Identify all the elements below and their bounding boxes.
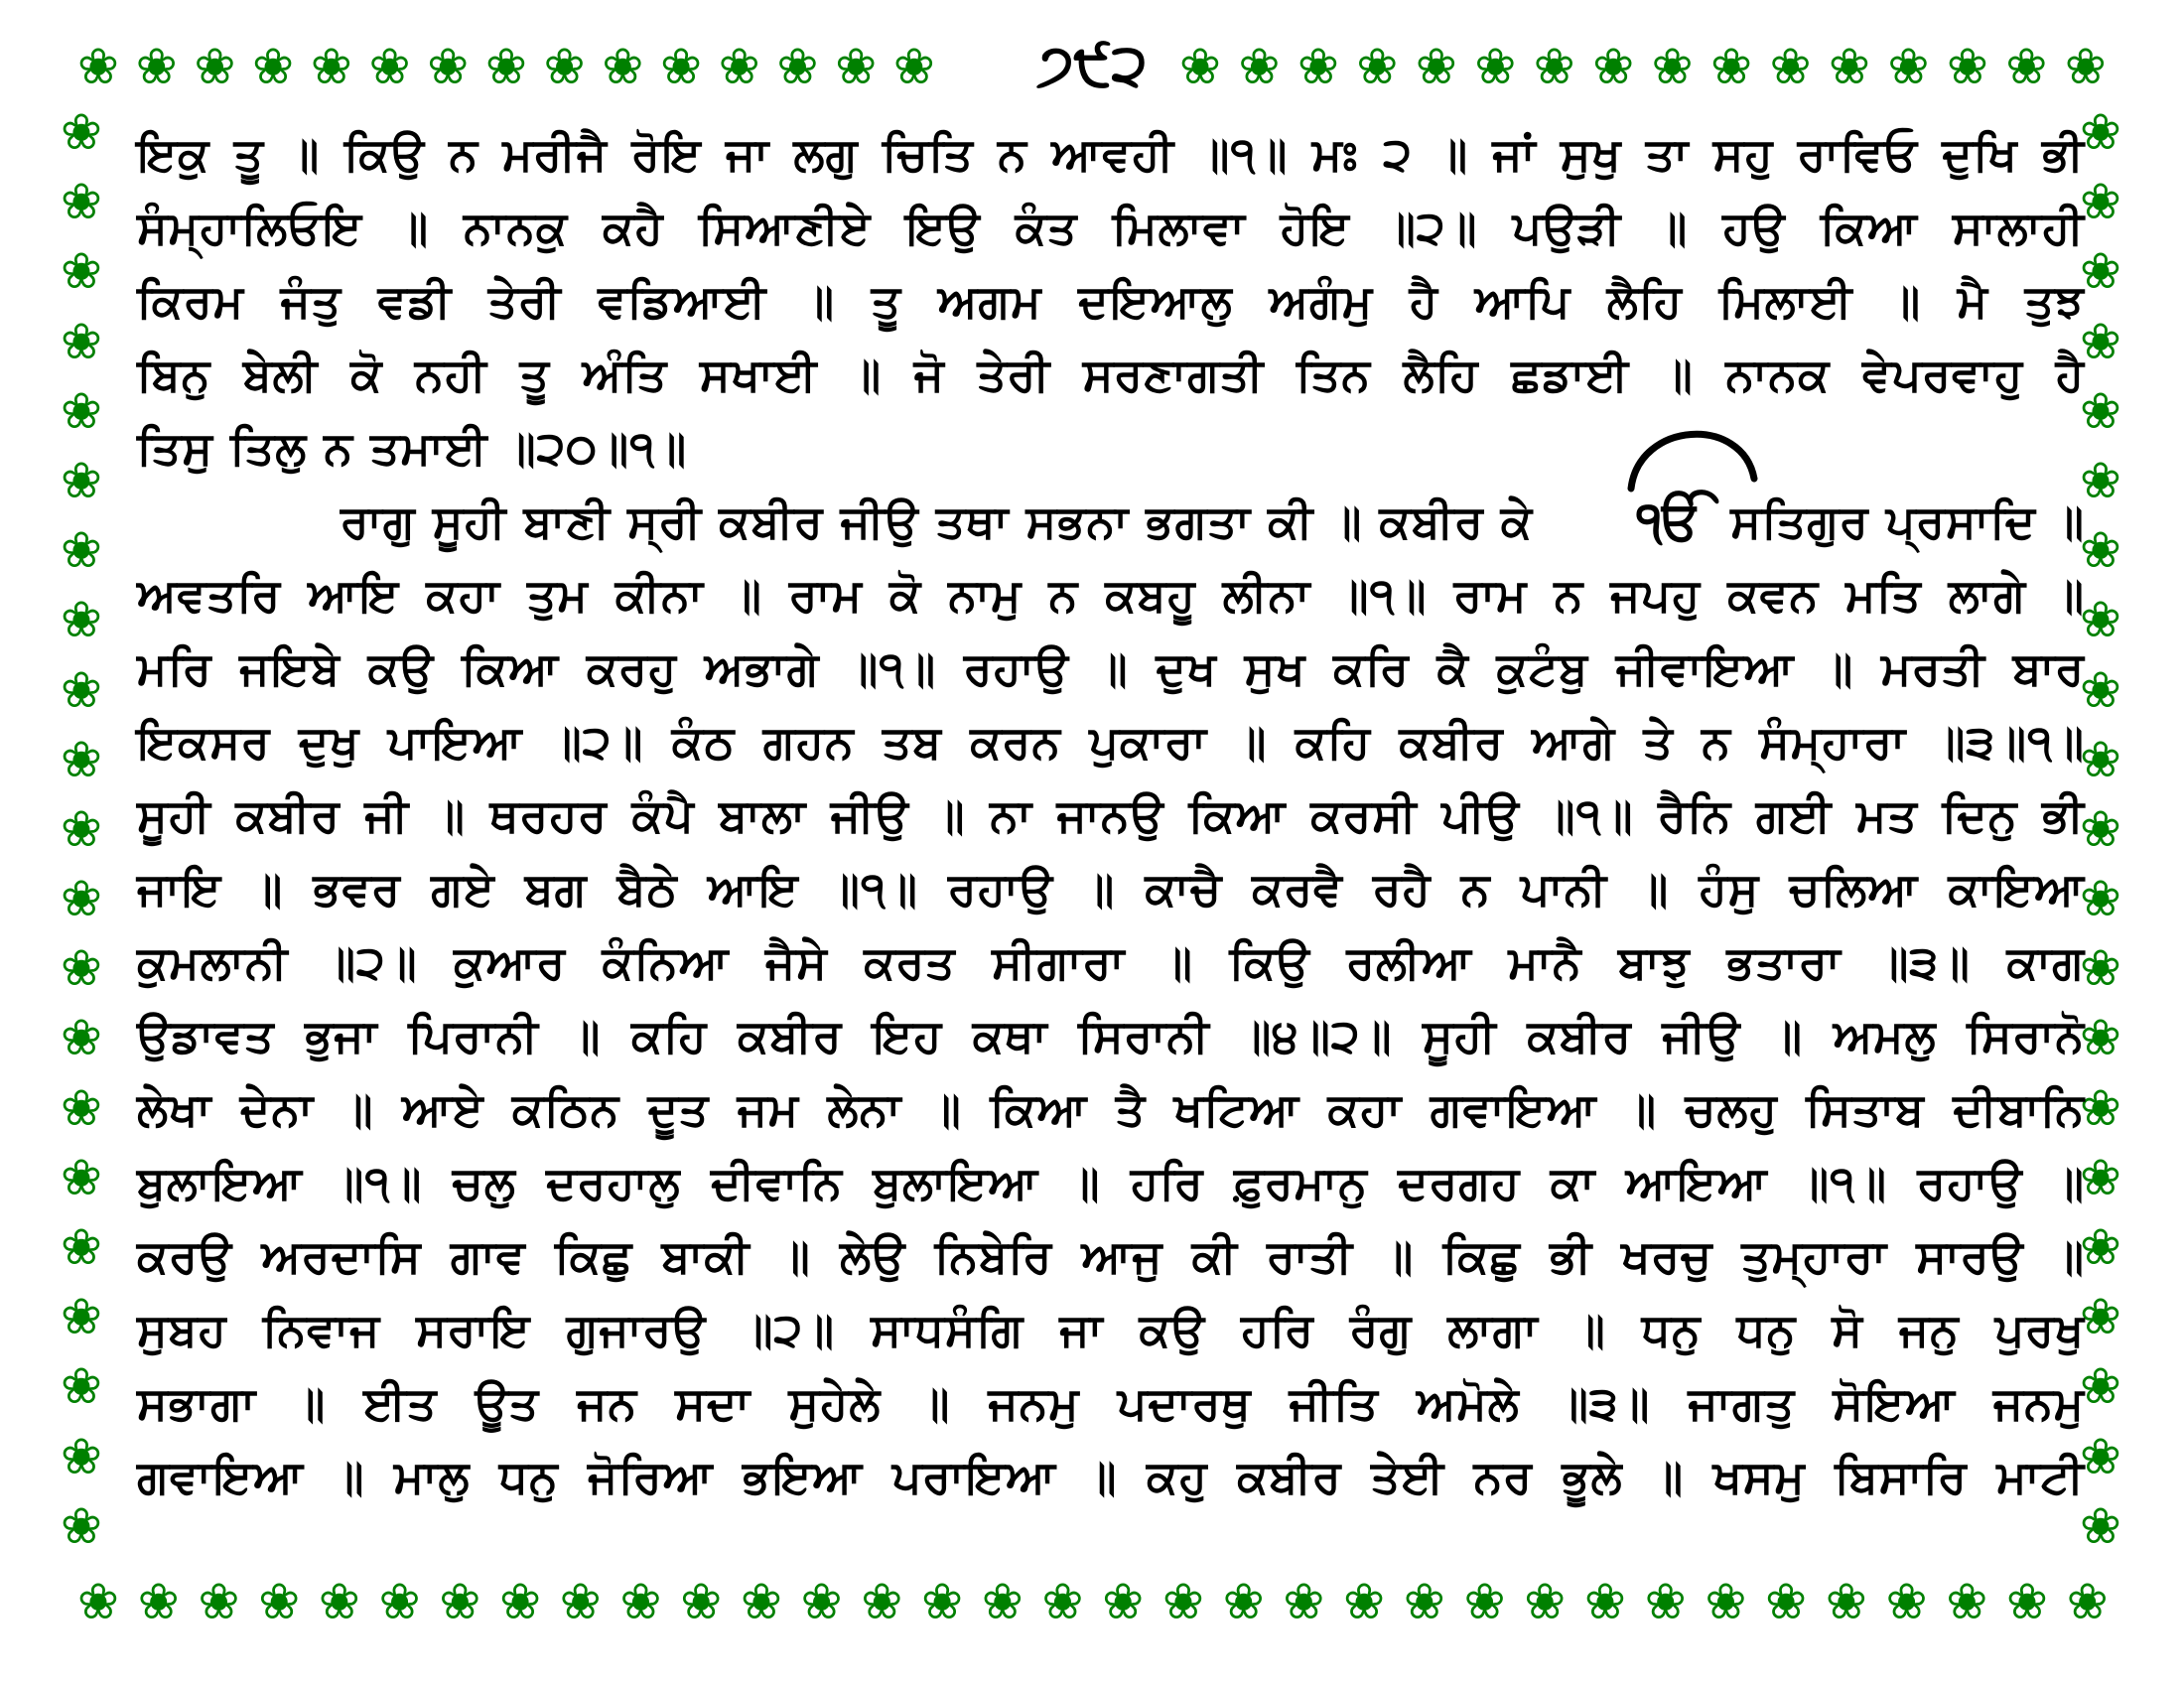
- flower-icon: ❀: [1946, 1573, 1988, 1630]
- flower-icon: ❀: [1463, 1573, 1506, 1630]
- flower-icon: ❀: [1222, 1573, 1265, 1630]
- flower-icon: ❀: [1584, 1573, 1626, 1630]
- flower-icon: ❀: [61, 1218, 102, 1276]
- flower-icon: ❀: [2080, 1148, 2121, 1206]
- flower-icon: ❀: [861, 1573, 903, 1630]
- flower-icon: ❀: [1705, 1573, 1747, 1630]
- flower-icon: ❀: [1533, 38, 1575, 95]
- flower-icon: ❀: [1415, 38, 1457, 95]
- flower-icon: ❀: [484, 38, 527, 95]
- flower-icon: ❀: [1592, 38, 1635, 95]
- flower-icon: ❀: [2080, 591, 2121, 649]
- flower-icon: ❀: [1102, 1573, 1145, 1630]
- text-line: ਲੇਖਾ ਦੇਨਾ ॥ ਆਏ ਕਠਿਨ ਦੂਤ ਜਮ ਲੇਨਾ ॥ ਕਿਆ ਤੈ ਖਟਿਆ ਕਹਾ ਗਵਾਇਆ ॥ ਚਲਹੁ ਸਿਤਾਬ ਦੀਬਾਨਿ: [137, 1082, 2085, 1136]
- flower-icon: ❀: [2006, 1573, 2048, 1630]
- flower-icon: ❀: [1710, 38, 1753, 95]
- flower-icon: ❀: [2080, 521, 2121, 580]
- flower-icon: ❀: [1524, 1573, 1567, 1630]
- flower-icon: ❀: [310, 38, 352, 95]
- flower-icon: ❀: [2080, 451, 2121, 509]
- flower-icon: ❀: [77, 1573, 119, 1630]
- text-line: ਕਿਰਮ ਜੰਤੁ ਵਡੀ ਤੇਰੀ ਵਡਿਆਈ ॥ ਤੂ ਅਗਮ ਦਇਆਲੁ ਅਗੰਮੁ ਹੈ ਆਪਿ ਲੈਹਿ ਮਿਲਾਈ ॥ ਮੈ ਤੁਝ: [137, 274, 2085, 328]
- flower-icon: ❀: [718, 38, 760, 95]
- flower-icon: ❀: [2080, 1288, 2121, 1346]
- flower-icon: ❀: [61, 1288, 102, 1346]
- text-line: ਬੁਲਾਇਆ ॥੧॥ ਚਲੁ ਦਰਹਾਲੁ ਦੀਵਾਨਿ ਬੁਲਾਇਆ ॥ ਹਰਿ ਫ਼ੁਰਮਾਨੁ ਦਰਗਹ ਕਾ ਆਇਆ ॥੧॥ ਰਹਾਉ ॥: [137, 1156, 2085, 1209]
- text-line: ਬਿਨੁ ਬੇਲੀ ਕੋ ਨਹੀ ਤੂ ਅੰਤਿ ਸਖਾਈ ॥ ਜੋ ਤੇਰੀ ਸਰਣਾਗਤੀ ਤਿਨ ਲੈਹਿ ਛਡਾਈ ॥ ਨਾਨਕ ਵੇਪਰਵਾਹੁ ਹੈ: [137, 348, 2085, 401]
- flower-icon: ❀: [2080, 312, 2121, 370]
- flower-icon: ❀: [2080, 1078, 2121, 1137]
- flower-icon: ❀: [1283, 1573, 1325, 1630]
- flower-icon: ❀: [368, 38, 411, 95]
- flower-icon: ❀: [892, 38, 935, 95]
- flower-icon: ❀: [740, 1573, 782, 1630]
- text-line: ਇਕੁ ਤੂ ॥ ਕਿਉ ਨ ਮਰੀਜੈ ਰੋਇ ਜਾ ਲਗੁ ਚਿਤਿ ਨ ਆਵਹੀ ॥੧॥ ਮਃ ੨ ॥ ਜਾਂ ਸੁਖੁ ਤਾ ਸਹੁ ਰਾਵਿਓ ਦੁਖਿ ਭੀ: [137, 127, 2085, 181]
- flower-icon: ❀: [2080, 381, 2121, 440]
- flower-icon: ❀: [2080, 173, 2121, 231]
- flower-icon: ❀: [61, 1148, 102, 1206]
- flower-icon: ❀: [1829, 38, 1870, 95]
- flower-icon: ❀: [198, 1573, 240, 1630]
- flower-icon: ❀: [619, 1573, 662, 1630]
- text-line: ਕਰਉ ਅਰਦਾਸਿ ਗਾਵ ਕਿਛੁ ਬਾਕੀ ॥ ਲੇਉ ਨਿਬੇਰਿ ਆਜੁ ਕੀ ਰਾਤੀ ॥ ਕਿਛੁ ਭੀ ਖਰਚੁ ਤੁਮ੍ਹਾਰਾ ਸਾਰਉ ॥: [137, 1229, 2085, 1283]
- flower-icon: ❀: [318, 1573, 360, 1630]
- flower-icon: ❀: [2080, 870, 2121, 928]
- flower-icon: ❀: [61, 730, 102, 788]
- flower-icon: ❀: [1946, 38, 1988, 95]
- flower-icon: ❀: [981, 1573, 1024, 1630]
- flower-icon: ❀: [61, 173, 102, 231]
- flower-icon: ❀: [61, 1357, 102, 1416]
- flower-icon: ❀: [2080, 1496, 2121, 1555]
- flower-icon: ❀: [800, 1573, 843, 1630]
- flower-icon: ❀: [61, 312, 102, 370]
- flower-icon: ❀: [2080, 1357, 2121, 1416]
- flower-icon: ❀: [1651, 38, 1694, 95]
- flower-icon: ❀: [61, 1427, 102, 1485]
- flower-icon: ❀: [1343, 1573, 1386, 1630]
- flower-icon: ❀: [2080, 1427, 2121, 1485]
- text-line: ਗਵਾਇਆ ॥ ਮਾਲੁ ਧਨੁ ਜੋਰਿਆ ਭਇਆ ਪਰਾਇਆ ॥ ਕਹੁ ਕਬੀਰ ਤੇਈ ਨਰ ਭੂਲੇ ॥ ਖਸਮੁ ਬਿਸਾਰਿ ਮਾਟੀ: [137, 1450, 2085, 1503]
- flower-icon: ❀: [135, 38, 178, 95]
- flower-icon: ❀: [61, 242, 102, 301]
- top-left-flower-border: [69, 36, 943, 97]
- flower-icon: ❀: [2080, 939, 2121, 998]
- flower-icon: ❀: [61, 870, 102, 928]
- flower-icon: ❀: [61, 799, 102, 858]
- flower-icon: ❀: [258, 1573, 301, 1630]
- flower-icon: ❀: [1474, 38, 1517, 95]
- text-line: ਤਿਸੁ ਤਿਲੁ ਨ ਤਮਾਈ ॥੨੦॥੧॥: [137, 421, 688, 475]
- flower-icon: ❀: [1179, 38, 1221, 95]
- flower-icon: ❀: [1765, 1573, 1808, 1630]
- text-line: ਅਵਤਰਿ ਆਇ ਕਹਾ ਤੁਮ ਕੀਨਾ ॥ ਰਾਮ ਕੋ ਨਾਮੁ ਨ ਕਬਹੂ ਲੀਨਾ ॥੧॥ ਰਾਮ ਨ ਜਪਹੁ ਕਵਨ ਮਤਿ ਲਾਗੇ ॥: [137, 568, 2085, 622]
- flower-icon: ❀: [61, 939, 102, 998]
- text-line: ਜਾਇ ॥ ਭਵਰ ਗਏ ਬਗ ਬੈਠੇ ਆਇ ॥੧॥ ਰਹਾਉ ॥ ਕਾਚੈ ਕਰਵੈ ਰਹੈ ਨ ਪਾਨੀ ॥ ਹੰਸੁ ਚਲਿਆ ਕਾਇਆ: [137, 862, 2085, 915]
- flower-icon: ❀: [921, 1573, 964, 1630]
- flower-icon: ❀: [1644, 1573, 1687, 1630]
- flower-icon: ❀: [2080, 1218, 2121, 1276]
- flower-icon: ❀: [77, 38, 119, 95]
- text-line: ਸਭਾਗਾ ॥ ਈਤ ਊਤ ਜਨ ਸਦਾ ਸੁਹੇਲੇ ॥ ਜਨਮੁ ਪਦਾਰਥੁ ਜੀਤਿ ਅਮੋਲੇ ॥੩॥ ਜਾਗਤੁ ਸੋਇਆ ਜਨਮੁ: [137, 1376, 2085, 1430]
- raag-title: ਰਾਗੁ ਸੂਹੀ ਬਾਣੀ ਸ੍ਰੀ ਕਬੀਰ ਜੀਉ ਤਥਾ ਸਭਨਾ ਭਗਤਾ ਕੀ ॥ ਕਬੀਰ ਕੇ: [341, 494, 1534, 548]
- flower-icon: ❀: [1297, 38, 1339, 95]
- flower-icon: ❀: [776, 38, 819, 95]
- text-line: ਕੁਮਲਾਨੀ ॥੨॥ ਕੁਆਰ ਕੰਨਿਆ ਜੈਸੇ ਕਰਤ ਸੀਗਾਰਾ ॥ ਕਿਉ ਰਲੀਆ ਮਾਨੈ ਬਾਝੁ ਭਤਾਰਾ ॥੩॥ ਕਾਗ: [137, 935, 2085, 989]
- text-line: ਮਰਿ ਜਇਬੇ ਕਉ ਕਿਆ ਕਰਹੁ ਅਭਾਗੇ ॥੧॥ ਰਹਾਉ ॥ ਦੁਖ ਸੁਖ ਕਰਿ ਕੈ ਕੁਟੰਬੁ ਜੀਵਾਇਆ ॥ ਮਰਤੀ ਬਾਰ: [137, 641, 2086, 695]
- flower-icon: ❀: [61, 591, 102, 649]
- flower-icon: ❀: [543, 38, 586, 95]
- flower-icon: ❀: [2080, 660, 2121, 719]
- flower-icon: ❀: [137, 1573, 180, 1630]
- flower-icon: ❀: [2005, 38, 2048, 95]
- mangal-heading: [137, 485, 2085, 558]
- flower-icon: ❀: [61, 521, 102, 580]
- flower-icon: ❀: [2080, 730, 2121, 788]
- scripture-text: [137, 117, 2085, 1513]
- flower-icon: ❀: [61, 660, 102, 719]
- page-number: ੭੯੨: [1036, 31, 1148, 98]
- flower-icon: ❀: [2080, 242, 2121, 301]
- top-right-flower-border: [1171, 36, 2115, 97]
- flower-icon: ❀: [602, 38, 644, 95]
- flower-icon: ❀: [499, 1573, 541, 1630]
- flower-icon: ❀: [1238, 38, 1281, 95]
- text-line: ਉਡਾਵਤ ਭੁਜਾ ਪਿਰਾਨੀ ॥ ਕਹਿ ਕਬੀਰ ਇਹ ਕਥਾ ਸਿਰਾਨੀ ॥੪॥੨॥ ਸੂਹੀ ਕਬੀਰ ਜੀਉ ॥ ਅਮਲੁ ਸਿਰਾਨੋ: [137, 1009, 2085, 1062]
- text-line: ਸੂਹੀ ਕਬੀਰ ਜੀ ॥ ਥਰਹਰ ਕੰਪੈ ਬਾਲਾ ਜੀਉ ॥ ਨਾ ਜਾਨਉ ਕਿਆ ਕਰਸੀ ਪੀਉ ॥੧॥ ਰੈਨਿ ਗਈ ਮਤ ਦਿਨੁ ਭੀ: [137, 788, 2085, 842]
- flower-icon: ❀: [61, 381, 102, 440]
- flower-icon: ❀: [1825, 1573, 1867, 1630]
- flower-icon: ❀: [1356, 38, 1399, 95]
- text-line: ਸੁਬਹ ਨਿਵਾਜ ਸਰਾਇ ਗੁਜਾਰਉ ॥੨॥ ਸਾਧਸੰਗਿ ਜਾ ਕਉ ਹਰਿ ਰੰਗੁ ਲਾਗਾ ॥ ਧਨੁ ਧਨੁ ਸੋ ਜਨੁ ਪੁਰਖੁ: [137, 1303, 2085, 1356]
- flower-icon: ❀: [2080, 799, 2121, 858]
- flower-icon: ❀: [835, 38, 878, 95]
- flower-icon: ❀: [1769, 38, 1812, 95]
- flower-icon: ❀: [2064, 38, 2107, 95]
- flower-icon: ❀: [252, 38, 295, 95]
- flower-icon: ❀: [1041, 1573, 1084, 1630]
- flower-icon: ❀: [1885, 1573, 1928, 1630]
- flower-icon: ❀: [559, 1573, 602, 1630]
- flower-icon: ❀: [1403, 1573, 1445, 1630]
- flower-icon: ❀: [61, 1078, 102, 1137]
- flower-icon: ❀: [427, 38, 470, 95]
- flower-icon: ❀: [61, 103, 102, 161]
- mangal-text: ਸਤਿਗੁਰ ਪ੍ਰਸਾਦਿ ॥: [1730, 494, 2085, 548]
- flower-icon: ❀: [1161, 1573, 1204, 1630]
- flower-icon: ❀: [61, 451, 102, 509]
- flower-icon: ❀: [680, 1573, 723, 1630]
- ik-onkar-symbol: ੴ: [1636, 490, 1704, 552]
- flower-icon: ❀: [61, 1496, 102, 1555]
- left-flower-border: [48, 103, 115, 1555]
- mangal-invocation: [1637, 485, 2085, 558]
- flower-icon: ❀: [2066, 1573, 2109, 1630]
- flower-icon: ❀: [660, 38, 702, 95]
- flower-icon: ❀: [378, 1573, 421, 1630]
- flower-icon: ❀: [61, 1009, 102, 1067]
- flower-icon: ❀: [2080, 1009, 2121, 1067]
- flower-icon: ❀: [439, 1573, 481, 1630]
- text-line: ਸੰਮ੍ਹਾਲਿਓਇ ॥ ਨਾਨਕੁ ਕਹੈ ਸਿਆਣੀਏ ਇਉ ਕੰਤ ਮਿਲਾਵਾ ਹੋਇ ॥੨॥ ਪਉੜੀ ॥ ਹਉ ਕਿਆ ਸਾਲਾਹੀ: [137, 201, 2085, 254]
- flower-icon: ❀: [1887, 38, 1930, 95]
- flower-icon: ❀: [194, 38, 236, 95]
- text-line: ਇਕਸਰ ਦੁਖੁ ਪਾਇਆ ॥੨॥ ਕੰਠ ਗਹਨ ਤਬ ਕਰਨ ਪੁਕਾਰਾ ॥ ਕਹਿ ਕਬੀਰ ਆਗੇ ਤੇ ਨ ਸੰਮ੍ਹਾਰਾ ॥੩॥੧॥: [137, 715, 2085, 769]
- bottom-flower-border: [69, 1571, 2116, 1632]
- flower-icon: ❀: [2080, 103, 2121, 161]
